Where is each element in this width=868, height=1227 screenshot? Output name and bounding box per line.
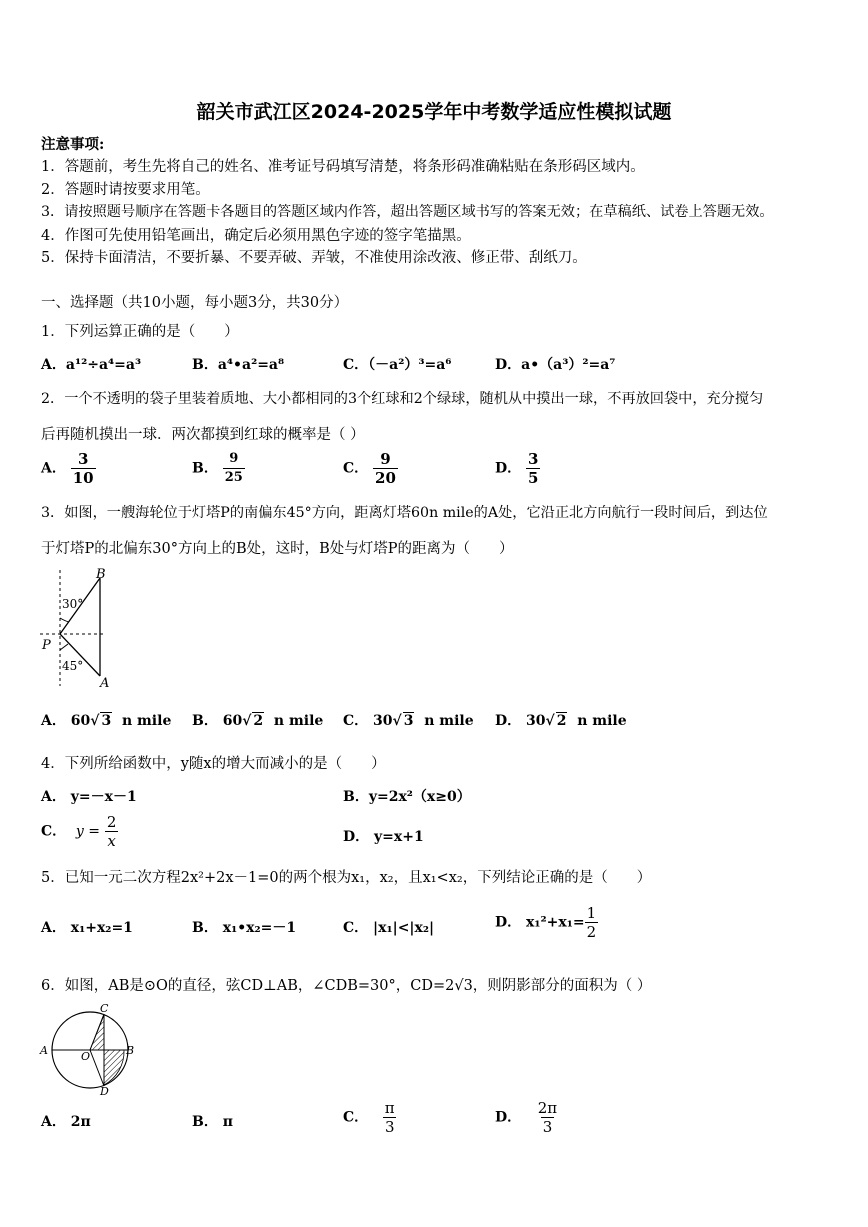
label-b: B: [126, 1044, 135, 1057]
option-letter: C．: [343, 713, 369, 729]
option-letter: B．: [192, 713, 218, 729]
q3-option-c[interactable]: C． 30√ 3 n mile: [343, 713, 474, 729]
q3-option-d[interactable]: D． 30√ 2 n mile: [495, 713, 627, 729]
option-letter: A．: [41, 713, 66, 729]
option-text: （－a²）³=a⁶: [368, 357, 452, 373]
q6-option-b[interactable]: B． π: [192, 1114, 233, 1130]
option-letter: B．: [192, 460, 218, 477]
option-letter: D．: [495, 713, 522, 729]
option-letter: C．: [343, 1109, 369, 1126]
fraction: $\frac{3}{5}$: [528, 450, 539, 487]
question-2-stem: 2．一个不透明的袋子里装着质地、大小都相同的3个红球和2个绿球，随机从中摸出一球，不再放回袋中，充分搅匀: [41, 391, 764, 407]
label-d: D: [100, 1085, 109, 1096]
q6-option-d[interactable]: [495, 1099, 559, 1136]
option-letter: B．: [192, 1114, 218, 1130]
label-a: A: [40, 1044, 48, 1057]
radicand: 2: [556, 713, 567, 729]
label-p: P: [42, 638, 51, 653]
q2-option-a[interactable]: [41, 450, 96, 487]
option-text: a•（a³）²=a⁷: [521, 357, 616, 373]
q1-option-a[interactable]: [41, 354, 141, 374]
fraction: $\frac{3}{10}$: [72, 450, 94, 487]
q6-option-c[interactable]: [343, 1099, 397, 1136]
q1-option-c[interactable]: [343, 354, 451, 374]
fraction: $\frac{9}{20}$: [375, 450, 396, 487]
q5-option-d[interactable]: D． x₁²+x₁= $\frac{1}{2}$: [495, 904, 597, 941]
q3-option-a[interactable]: A． 60√ 3 n mile: [41, 713, 172, 729]
fraction: $\frac{9}{25}$: [224, 451, 243, 485]
option-letter: C．: [343, 357, 369, 373]
q5-option-b[interactable]: B． x₁•x₂=－1: [192, 920, 297, 936]
option-letter: A．: [41, 789, 66, 805]
fraction: $\frac{1}{2}$: [586, 904, 597, 941]
q5-option-a[interactable]: A． x₁+x₂=1: [41, 920, 133, 936]
q4-option-b[interactable]: B．y=2x²（x≥0）: [343, 789, 471, 805]
question-2-stem-cont: 后再随机摸出一球．两次都摸到红球的概率是（ ）: [41, 427, 365, 443]
section-heading: 一、选择题（共10小题，每小题3分，共30分）: [41, 295, 349, 311]
angle-label: 45°: [62, 659, 84, 673]
fraction: $\frac{\pi}{3}$: [384, 1099, 395, 1136]
option-letter: D．: [343, 829, 370, 845]
notice-heading: 注意事项:: [41, 136, 105, 153]
q2-option-b[interactable]: [192, 450, 245, 487]
option-letter: B．: [192, 357, 218, 373]
fraction: $\frac{2}{x}$: [106, 813, 117, 850]
question-6-stem: 6．如图，AB是⊙O的直径，弦CD⊥AB，∠CDB=30°，CD=2√3，则阴影部分的面积为（ ）: [41, 978, 652, 994]
option-letter: A．: [41, 460, 66, 477]
lighthouse-figure: [38, 566, 118, 690]
q1-option-d[interactable]: [495, 354, 615, 374]
question-5-stem: 5．已知一元二次方程2x²+2x－1=0的两个根为x₁，x₂，且x₁<x₂，下列结论正确的是（ ）: [41, 870, 652, 886]
circle-figure: [38, 1002, 138, 1096]
option-letter: C．: [343, 460, 369, 477]
q4-option-d[interactable]: D． y=x+1: [343, 829, 424, 845]
fraction: $\frac{2\pi}{3}$: [537, 1099, 558, 1136]
q4-option-a[interactable]: A． y=－x－1: [41, 789, 137, 805]
q3-option-b[interactable]: B． 60√ 2 n mile: [192, 713, 324, 729]
question-3-stem: 3．如图，一艘海轮位于灯塔P的南偏东45°方向，距离灯塔60n mile的A处，它沿正北方向航行一段时间后，到达位: [41, 505, 768, 521]
question-3-stem-cont: 于灯塔P的北偏东30°方向上的B处，这时，B处与灯塔P的距离为（ ）: [41, 541, 514, 557]
option-letter: A．: [41, 920, 66, 936]
notice-item: 1．答题前，考生先将自己的姓名、准考证号码填写清楚，将条形码准确粘贴在条形码区域内。: [41, 159, 645, 175]
option-text: a¹²÷a⁴=a³: [65, 357, 142, 373]
option-text: a⁴•a²=a⁸: [217, 357, 285, 373]
q1-option-b[interactable]: [192, 354, 284, 374]
option-letter: D．: [495, 357, 522, 373]
radicand: 2: [253, 713, 264, 729]
radicand: 3: [101, 713, 112, 729]
option-letter: C．: [41, 823, 67, 840]
option-letter: A．: [41, 1114, 66, 1130]
option-letter: B．: [343, 789, 369, 805]
label-o: O: [81, 1050, 91, 1063]
option-letter: A．: [41, 357, 66, 373]
notice-item: 2．答题时请按要求用笔。: [41, 182, 210, 198]
label-b: B: [96, 567, 106, 582]
option-letter: D．: [495, 914, 522, 931]
q6-option-a[interactable]: A． 2π: [41, 1114, 91, 1130]
q5-option-c[interactable]: C． |x₁|<|x₂|: [343, 920, 435, 936]
q4-option-c[interactable]: C． y = $\frac{2}{x}$: [41, 813, 117, 850]
angle-label: 30°: [62, 597, 84, 611]
q2-option-c[interactable]: [343, 450, 398, 487]
notice-item: 4．作图可先使用铅笔画出，确定后必须用黑色字迹的签字笔描黑。: [41, 228, 471, 244]
option-letter: C．: [343, 920, 369, 936]
notice-item: 5．保持卡面清洁，不要折暴、不要弄破、弄皱，不准使用涂改液、修正带、刮纸刀。: [41, 250, 587, 266]
radicand: 3: [403, 713, 414, 729]
option-letter: D．: [495, 460, 522, 477]
option-letter: B．: [192, 920, 218, 936]
page-title: 韶关市武江区2024-2025学年中考数学适应性模拟试题: [196, 101, 672, 123]
label-c: C: [100, 1002, 109, 1015]
question-4-stem: 4．下列所给函数中，y随x的增大而减小的是（ ）: [41, 756, 386, 772]
option-letter: D．: [495, 1109, 522, 1126]
label-a: A: [100, 676, 110, 690]
question-1-stem: 1．下列运算正确的是（ ）: [41, 324, 239, 340]
q2-option-d[interactable]: [495, 450, 540, 487]
notice-item: 3．请按照题号顺序在答题卡各题目的答题区域内作答，超出答题区域书写的答案无效；在草稿纸、试卷上答题无效。: [41, 204, 774, 220]
